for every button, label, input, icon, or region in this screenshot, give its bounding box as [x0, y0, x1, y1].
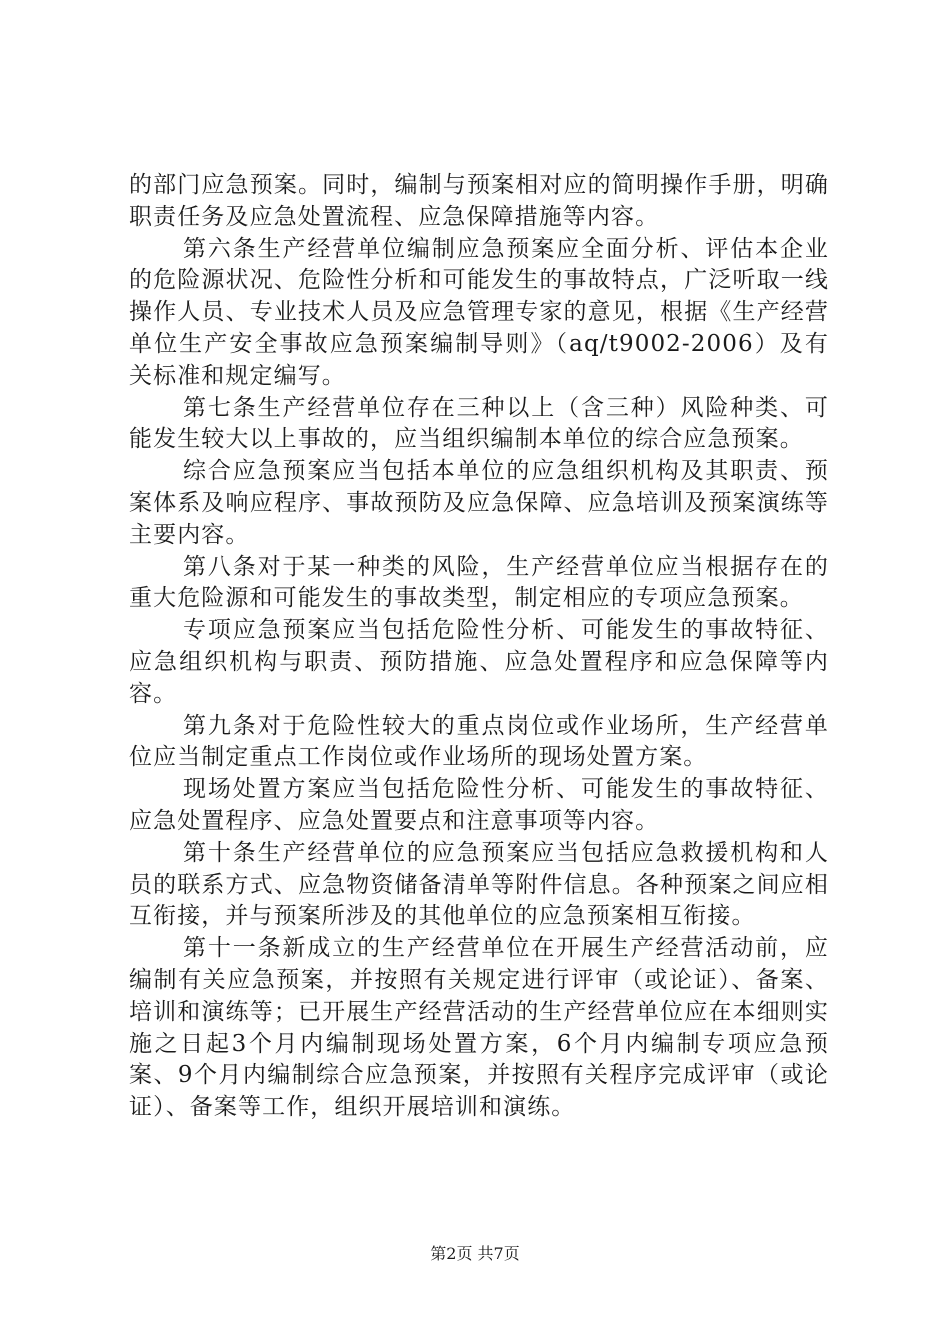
document-body: [129, 170, 829, 1124]
paragraph: 综合应急预案应当包括本单位的应急组织机构及其职责、预案体系及响应程序、事故预防及应急保障、应急培训及预案演练等主要内容。: [129, 458, 829, 548]
paragraph: 第十一条新成立的生产经营单位在开展生产经营活动前，应编制有关应急预案，并按照有关规定进行评审（或论证）、备案、培训和演练等；已开展生产经营活动的生产经营单位应在本细则实施之日起3个月内编制现场处置方案，6个月内编制专项应急预案、9个月内编制综合应急预案，并按照有关程序完成评审（或论证）、备案等工作，组织开展培训和演练。: [129, 935, 829, 1121]
paragraph: 专项应急预案应当包括危险性分析、可能发生的事故特征、应急组织机构与职责、预防措施、应急处置程序和应急保障等内容。: [129, 617, 829, 707]
paragraph: 现场处置方案应当包括危险性分析、可能发生的事故特征、应急处置程序、应急处置要点和注意事项等内容。: [129, 776, 829, 834]
paragraph: 第九条对于危险性较大的重点岗位或作业场所，生产经营单位应当制定重点工作岗位或作业场所的现场处置方案。: [129, 712, 829, 771]
paragraph: 第六条生产经营单位编制应急预案应全面分析、评估本企业的危险源状况、危险性分析和可能发生的事故特点，广泛听取一线操作人员、专业技术人员及应急管理专家的意见，根据《生产经营单位生产安全事故应急预案编制导则》（aq/t9002-2006）及有关标准和规定编写。: [129, 235, 829, 389]
paragraph: 第七条生产经营单位存在三种以上（含三种）风险种类、可能发生较大以上事故的，应当组织编制本单位的综合应急预案。: [129, 394, 829, 453]
paragraph: 第八条对于某一种类的风险，生产经营单位应当根据存在的重大危险源和可能发生的事故类型，制定相应的专项应急预案。: [129, 553, 829, 612]
paragraph: 的部门应急预案。同时，编制与预案相对应的简明操作手册，明确职责任务及应急处置流程、应急保障措施等内容。: [129, 172, 829, 230]
page-number-footer: 第2页 共7页: [430, 1244, 520, 1263]
paragraph: 第十条生产经营单位的应急预案应当包括应急救援机构和人员的联系方式、应急物资储备清单等附件信息。各种预案之间应相互衔接，并与预案所涉及的其他单位的应急预案相互衔接。: [129, 839, 829, 930]
